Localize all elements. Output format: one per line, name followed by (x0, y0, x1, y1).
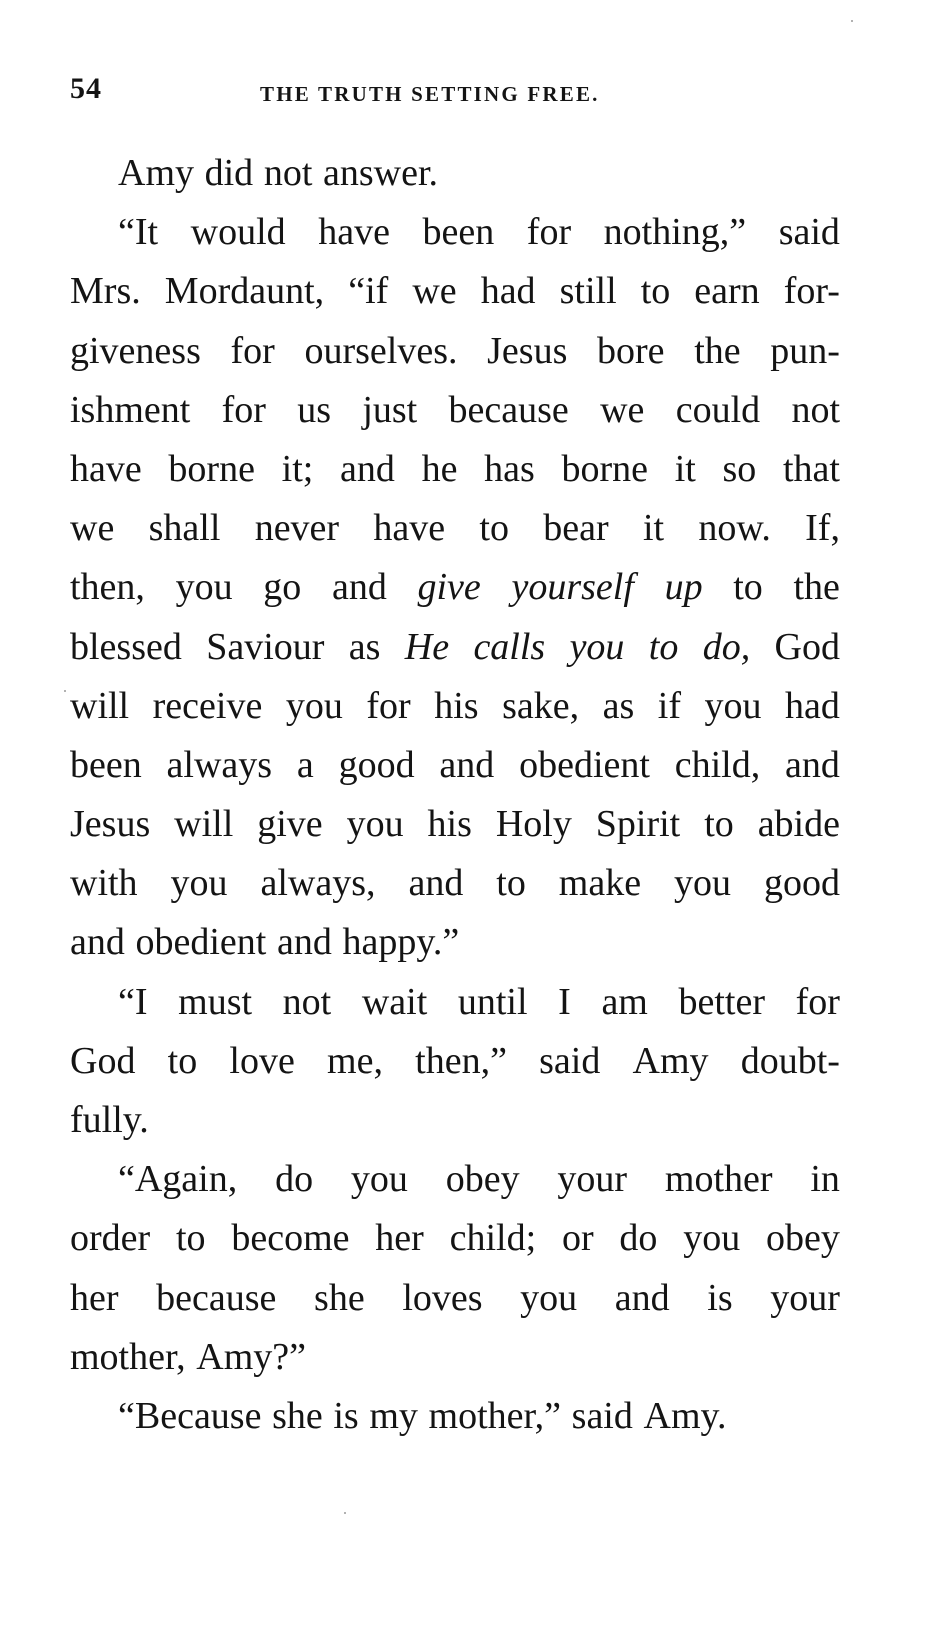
word: have (373, 507, 446, 550)
word: to (640, 270, 671, 313)
word: for (221, 388, 266, 431)
word: then,” (415, 1039, 507, 1082)
word: we (70, 507, 115, 550)
word: do (275, 1158, 314, 1201)
word: as (348, 625, 381, 668)
text-line (70, 1269, 840, 1328)
word: he (421, 447, 458, 490)
word: become (231, 1217, 350, 1260)
word: obedient (519, 743, 650, 786)
word: Amy (118, 152, 194, 194)
word: make (558, 862, 642, 905)
word: would (190, 211, 286, 254)
word: to (479, 507, 509, 550)
word: because (448, 388, 569, 431)
word: do, (702, 625, 751, 668)
word: as (602, 684, 635, 727)
word: always, (260, 862, 376, 905)
word: giveness (70, 329, 201, 372)
word: to (704, 803, 734, 846)
word: will (174, 803, 234, 846)
word: “Again, (118, 1158, 238, 1201)
word: we (412, 270, 457, 313)
word: your (770, 1276, 840, 1319)
word: Mordaunt, (164, 270, 325, 313)
word: has (484, 447, 535, 490)
word: bear (543, 507, 609, 550)
word: mother, (70, 1335, 186, 1378)
word: ishment (70, 388, 191, 431)
word: am (601, 980, 648, 1023)
word: give (417, 566, 481, 609)
word: better (678, 980, 765, 1023)
word: until (457, 980, 528, 1023)
word: you (285, 684, 343, 727)
text-line (70, 1209, 840, 1268)
word: it (642, 507, 665, 550)
word: you (704, 684, 762, 727)
text-line (70, 677, 840, 736)
word: Holy (495, 803, 572, 846)
text-line (70, 913, 840, 972)
word: shall (148, 507, 221, 550)
word: mother,” (428, 1394, 562, 1437)
word: up (664, 566, 703, 609)
text-line (70, 262, 840, 321)
word: not (282, 980, 332, 1023)
word: you (175, 566, 233, 609)
word: love (229, 1039, 295, 1082)
word: yourself (511, 566, 634, 609)
word: not (791, 388, 840, 431)
word: to (167, 1039, 198, 1082)
text-line (70, 203, 840, 262)
word: always (166, 743, 273, 786)
word: to (733, 566, 763, 609)
word: will (70, 684, 130, 727)
word: and (331, 566, 387, 609)
word: go (263, 566, 302, 609)
page-number: 54 (70, 72, 102, 105)
word: with (70, 862, 138, 905)
word: it; (281, 447, 314, 490)
word: “Because (118, 1394, 262, 1437)
word: my (369, 1394, 418, 1437)
word: to (496, 862, 526, 905)
word: still (559, 270, 617, 313)
word: He (404, 625, 450, 668)
word: “It (118, 211, 159, 254)
word: have (318, 211, 390, 254)
word: mother (664, 1158, 773, 1201)
word: calls (473, 625, 546, 668)
word: fully. (70, 1099, 149, 1141)
word: then, (70, 566, 145, 609)
text-line (70, 1032, 840, 1091)
word: your (557, 1158, 628, 1201)
word: blessed (70, 625, 182, 668)
word: Jesus (70, 803, 151, 846)
word: us (297, 388, 332, 431)
word: give (257, 803, 323, 846)
word: Amy?” (196, 1335, 306, 1378)
word: me, (327, 1039, 383, 1082)
word: for (366, 684, 411, 727)
word: a (296, 743, 314, 786)
word: you (520, 1276, 578, 1319)
word: for (795, 980, 840, 1023)
word: obedient (135, 921, 267, 964)
word: is (707, 1276, 733, 1319)
word: Amy (632, 1039, 709, 1082)
text-line (70, 736, 840, 795)
word: or (561, 1217, 594, 1260)
word: you (350, 1158, 408, 1201)
word: good (764, 862, 840, 905)
text-line (70, 854, 840, 913)
word: sake, (502, 684, 580, 727)
word: because (156, 1276, 277, 1319)
text-line (70, 440, 840, 499)
word: borne (168, 447, 255, 490)
page-header (70, 72, 840, 112)
text-line (70, 618, 840, 677)
text-line (70, 144, 840, 203)
word: pun- (770, 329, 840, 372)
word: child; (449, 1217, 537, 1260)
text-line (70, 1328, 840, 1387)
word: abide (757, 803, 840, 846)
text-line (70, 973, 840, 1032)
word: Spirit (595, 803, 681, 846)
word: do (619, 1217, 658, 1260)
text-line (70, 1387, 840, 1446)
text-line (70, 1091, 840, 1150)
word: her (70, 1276, 119, 1319)
word: answer. (323, 152, 439, 194)
word: for (526, 211, 572, 254)
text-line (70, 322, 840, 381)
word: the (793, 566, 840, 609)
word: his (427, 803, 472, 846)
word: happy.” (342, 921, 460, 964)
word: and (70, 921, 125, 964)
word: the (694, 329, 741, 372)
word: ourselves. (304, 329, 458, 372)
word: did (204, 152, 254, 194)
word: and (276, 921, 332, 964)
word: nothing,” (603, 211, 747, 254)
word: for- (783, 270, 840, 313)
word: been (422, 211, 495, 254)
word: loves (402, 1276, 483, 1319)
word: you (346, 803, 404, 846)
word: Amy. (643, 1394, 727, 1437)
word: bore (597, 329, 665, 372)
word: obey (766, 1217, 840, 1260)
paper-speck (851, 20, 853, 22)
word: you (683, 1217, 741, 1260)
word: receive (152, 684, 263, 727)
word: doubt- (740, 1039, 840, 1082)
word: God (774, 625, 840, 668)
word: and (340, 447, 395, 490)
word: so (722, 447, 757, 490)
word: Mrs. (70, 270, 141, 313)
word: she (314, 1276, 365, 1319)
word: for (230, 329, 275, 372)
word: I (558, 980, 571, 1023)
word: to (648, 625, 679, 668)
word: and (614, 1276, 670, 1319)
word: and (785, 743, 840, 786)
word: have (70, 447, 142, 490)
word: obey (445, 1158, 520, 1201)
word: said (539, 1039, 601, 1082)
word: just (362, 388, 418, 431)
word: if (657, 684, 681, 727)
word: is (333, 1394, 359, 1437)
word: you (569, 625, 625, 668)
word: If, (805, 507, 840, 550)
word: had (480, 270, 536, 313)
word: her (375, 1217, 424, 1260)
word: never (254, 507, 340, 550)
word: Saviour (206, 625, 325, 668)
word: his (434, 684, 479, 727)
word: must (178, 980, 253, 1023)
running-title: THE TRUTH SETTING FREE. (260, 82, 600, 106)
body-text (70, 144, 840, 1446)
word: in (810, 1158, 840, 1201)
text-line (70, 795, 840, 854)
text-line (70, 558, 840, 617)
word: said (778, 211, 840, 254)
word: that (783, 447, 840, 490)
paper-speck (344, 1512, 346, 1514)
word: it (674, 447, 696, 490)
word: good (338, 743, 415, 786)
word: you (170, 862, 228, 905)
text-line (70, 499, 840, 558)
word: you (674, 862, 732, 905)
word: Jesus (487, 329, 568, 372)
word: could (675, 388, 761, 431)
word: and (439, 743, 495, 786)
word: said (571, 1394, 633, 1437)
word: to (175, 1217, 206, 1260)
word: wait (361, 980, 428, 1023)
word: earn (694, 270, 760, 313)
word: not (263, 152, 313, 194)
word: we (600, 388, 645, 431)
word: borne (561, 447, 649, 490)
word: been (70, 743, 142, 786)
word: and (408, 862, 464, 905)
word: now. (698, 507, 771, 550)
word: “I (118, 980, 148, 1023)
word: had (785, 684, 840, 727)
word: “if (348, 270, 389, 313)
paper-speck (64, 690, 66, 692)
word: she (272, 1394, 323, 1437)
word: God (70, 1039, 136, 1082)
text-line (70, 381, 840, 440)
text-line (70, 1150, 840, 1209)
word: child, (674, 743, 761, 786)
word: order (70, 1217, 151, 1260)
